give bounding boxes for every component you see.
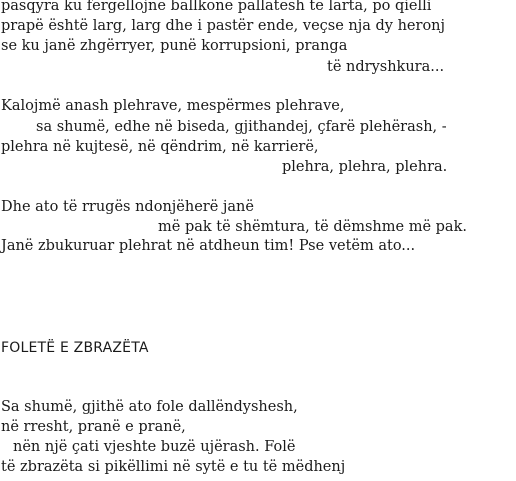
poem-line: më pak të shëmtura, të dëmshme më pak. <box>158 219 467 235</box>
poem-line: plehra, plehra, plehra. <box>282 159 448 175</box>
poem-line: prapë është larg, larg dhe i pastër ende, veçse nja dy heronj <box>1 18 446 34</box>
poem-title: FOLETË E ZBRAZËTA <box>1 340 149 356</box>
poem-line: të ndryshkura... <box>327 59 445 75</box>
poem-line: të zbrazëta si pikëllimi në sytë e tu të mëdhenj <box>1 459 346 475</box>
poem-line: sa shumë, edhe në biseda, gjithandej, çfarë plehërash, - <box>36 119 447 135</box>
poem-line: Kalojmë anash plehrave, mespërmes plehrave, <box>1 98 345 114</box>
poem-line: pasqyra ku fërgëllojnë ballkone pallatesh të larta, po qielli <box>1 0 432 14</box>
poem-line: plehra në kujtesë, në qëndrim, në karrierë, <box>1 139 319 155</box>
poem-line: Sa shumë, gjithë ato fole dallëndyshesh, <box>1 399 298 415</box>
poem-line: Janë zbukuruar plehrat në atdheun tim! Pse vetëm ato... <box>1 238 416 254</box>
poem-line: se ku janë zhgërryer, punë korrupsioni, pranga <box>1 38 348 54</box>
poem-line: Dhe ato të rrugës ndonjëherë janë <box>1 199 254 215</box>
poem-line: në rresht, pranë e pranë, <box>1 419 186 435</box>
poem-line: nën një çati vjeshte buzë ujërash. Folë <box>13 439 296 455</box>
